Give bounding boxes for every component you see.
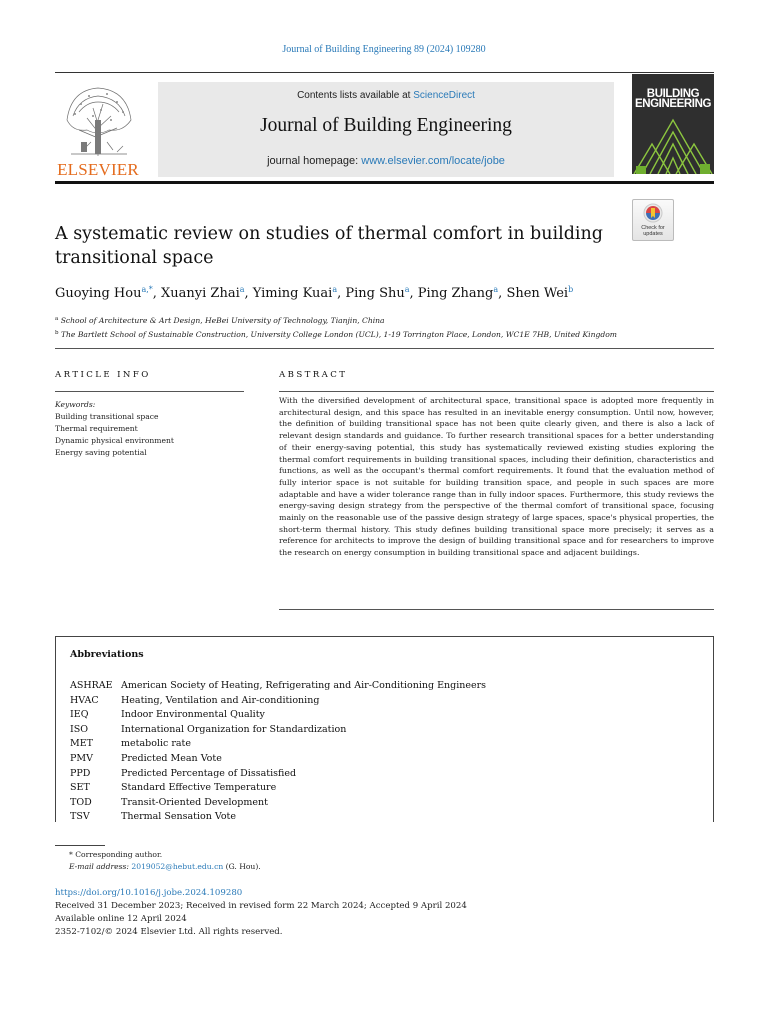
author-name[interactable]: Ping Shu bbox=[345, 286, 405, 301]
keyword-item: Energy saving potential bbox=[55, 448, 147, 457]
journal-masthead bbox=[158, 82, 614, 177]
cover-title bbox=[632, 89, 714, 109]
affiliation-text: The Bartlett School of Sustainable Construction, University College London (UCL), 1-19 Torrington Place, London, WC1E 7HB, United Kingdom bbox=[60, 330, 617, 339]
abbreviation-term: PMV bbox=[70, 752, 93, 764]
crossmark-label-2: updates bbox=[643, 231, 663, 237]
publication-info bbox=[55, 887, 715, 939]
abbreviation-row bbox=[70, 679, 690, 694]
keywords-block bbox=[55, 399, 244, 459]
journal-homepage-link[interactable]: www.elsevier.com/locate/jobe bbox=[361, 155, 505, 167]
elsevier-logo[interactable] bbox=[55, 80, 141, 180]
abbreviation-definition: Transit-Oriented Development bbox=[121, 796, 268, 808]
journal-name: Journal of Building Engineering bbox=[260, 115, 512, 136]
abbreviation-term: ASHRAE bbox=[70, 680, 113, 691]
sciencedirect-link[interactable]: ScienceDirect bbox=[413, 90, 475, 101]
abbreviation-row bbox=[70, 723, 690, 738]
keyword-item: Thermal requirement bbox=[55, 424, 138, 433]
corresponding-author-note: * Corresponding author. bbox=[69, 850, 163, 859]
abstract-text: With the diversified development of architectural space, transitional space is adopted more frequently in architectural design, and this space has resulted in an inevitable energy consumption. Until now, however, the definition of building transitional space has not been quite clearly given, and there is also a lack of relevant design standards and guidance. To further research transitional spaces for a better understanding of their energy-saving potential, this study has systematically reviewed existing studies exploring the thermal comfort requirements in building transitional spaces, including their definition, characteristics and functions, as well as the occupant's thermal comfort requirements. It found that the evaluation method of fully interior space is not suitable for building transition space, and people in such spaces are more adaptable and have a wider tolerance range than in fully indoor spaces. Furthermore, this study reviews the energy-saving design strategy from the perspective of the thermal comfort of transitional space, focusing mainly on the reasonable use of the passive design strategy of large spaces, space's physical properties, the short-term thermal history. This study defines building transitional space more precisely; it serves as a reference for architects to improve the design of building transitional space and for researchers to improve the research on energy consumption in building transitional space and adjacent buildings. bbox=[279, 396, 714, 558]
author-affiliation-mark[interactable]: a bbox=[332, 285, 338, 294]
abbreviation-term: MET bbox=[70, 738, 93, 750]
article-title: A systematic review on studies of thermal comfort in building transitional space bbox=[55, 224, 603, 268]
affiliations bbox=[55, 313, 715, 341]
author-name[interactable]: Guoying Hou bbox=[55, 286, 142, 301]
affiliation-mark: a bbox=[55, 316, 59, 322]
cover-title-line1: BUILDING bbox=[646, 88, 700, 100]
affiliation-b bbox=[55, 327, 715, 341]
abbreviations-heading: Abbreviations bbox=[70, 649, 144, 660]
homepage-line bbox=[158, 155, 614, 167]
abbreviation-row bbox=[70, 781, 690, 796]
author-name[interactable]: Xuanyi Zhai bbox=[161, 286, 240, 301]
abbreviation-definition: Indoor Environmental Quality bbox=[121, 709, 265, 721]
author-name[interactable]: Ping Zhang bbox=[417, 286, 494, 301]
cover-art-icon bbox=[632, 114, 714, 174]
footnotes bbox=[55, 849, 715, 872]
email-label: E-mail address: bbox=[69, 861, 129, 871]
divider bbox=[55, 348, 714, 349]
check-for-updates-button[interactable] bbox=[632, 199, 674, 241]
abbreviation-definition: International Organization for Standardization bbox=[121, 723, 347, 735]
author-affiliation-mark[interactable]: a bbox=[239, 285, 245, 294]
journal-header bbox=[55, 74, 714, 180]
abbreviation-row bbox=[70, 694, 690, 709]
contents-line bbox=[158, 90, 614, 101]
affiliation-text: School of Architecture & Art Design, HeBei University of Technology, Tianjin, China bbox=[60, 316, 385, 325]
copyright: 2352-7102/© 2024 Elsevier Ltd. All rights reserved. bbox=[55, 927, 283, 937]
abbreviation-definition: Standard Effective Temperature bbox=[121, 782, 277, 794]
running-head[interactable]: Journal of Building Engineering 89 (2024) 109280 bbox=[282, 44, 486, 55]
abbreviation-definition: Thermal Sensation Vote bbox=[121, 811, 236, 823]
author-affiliation-mark[interactable]: a bbox=[493, 285, 499, 294]
abbreviation-term: ISO bbox=[70, 723, 89, 735]
abbreviation-row bbox=[70, 810, 690, 825]
cover-title-line2: ENGINEERING bbox=[634, 98, 712, 110]
divider bbox=[279, 609, 714, 610]
abbreviation-term: TSV bbox=[70, 811, 90, 823]
elsevier-tree-icon bbox=[57, 80, 139, 158]
keyword-item: Dynamic physical environment bbox=[55, 436, 174, 445]
abbreviation-definition: metabolic rate bbox=[121, 738, 191, 750]
crossmark-icon bbox=[643, 203, 663, 225]
abbreviation-term: IEQ bbox=[70, 709, 89, 721]
received-dates: Received 31 December 2023; Received in revised form 22 March 2024; Accepted 9 April 2024 bbox=[55, 901, 467, 911]
abbreviations-list bbox=[70, 679, 690, 825]
abbreviations-box bbox=[55, 636, 714, 822]
author-list: Guoying Hou$^{a,*}$, Xuanyi Zhai$^a$, Yiming Kuai$^a$, Ping Shu$^a$, Ping Zhang$^a$, Shen Wei$^b$ bbox=[55, 285, 574, 301]
doi-link[interactable]: https://doi.org/10.1016/j.jobe.2024.109280 bbox=[55, 888, 243, 898]
abbreviation-term: PPD bbox=[70, 767, 91, 779]
contents-prefix: Contents lists available at bbox=[297, 90, 414, 101]
abbreviation-row bbox=[70, 767, 690, 782]
abbreviation-definition: Predicted Mean Vote bbox=[121, 752, 222, 764]
abbreviation-definition: American Society of Heating, Refrigerating and Air-Conditioning Engineers bbox=[121, 680, 487, 691]
abbreviation-row bbox=[70, 737, 690, 752]
email-suffix: (G. Hou). bbox=[225, 861, 261, 871]
abbreviation-term: TOD bbox=[70, 796, 92, 808]
journal-cover-image[interactable] bbox=[632, 74, 714, 174]
affiliation-mark: b bbox=[55, 330, 59, 336]
footnote-rule bbox=[55, 845, 105, 846]
article-info-heading: ARTICLE INFO bbox=[55, 370, 151, 380]
crossmark-label-1: Check for bbox=[641, 225, 665, 231]
abbreviation-term: HVAC bbox=[70, 694, 99, 706]
email-note bbox=[55, 861, 715, 873]
abstract-heading: ABSTRACT bbox=[279, 370, 348, 380]
header-bottom-rule bbox=[55, 181, 714, 184]
abbreviation-definition: Predicted Percentage of Dissatisfied bbox=[121, 767, 297, 779]
divider bbox=[55, 391, 244, 392]
author-affiliation-mark[interactable]: b bbox=[568, 285, 574, 294]
author-affiliation-mark[interactable]: a bbox=[404, 285, 410, 294]
abbreviation-row bbox=[70, 752, 690, 767]
header-top-rule bbox=[55, 72, 714, 73]
homepage-prefix: journal homepage: bbox=[267, 155, 362, 167]
keywords-heading: Keywords: bbox=[55, 400, 96, 409]
author-name[interactable]: Shen Wei bbox=[506, 286, 569, 301]
divider bbox=[279, 391, 714, 392]
author-name[interactable]: Yiming Kuai bbox=[252, 286, 333, 301]
abbreviation-row bbox=[70, 796, 690, 811]
keyword-item: Building transitional space bbox=[55, 412, 159, 421]
author-affiliation-mark[interactable]: a,* bbox=[141, 285, 153, 294]
abbreviation-definition: Heating, Ventilation and Air-conditioning bbox=[121, 694, 320, 706]
affiliation-a bbox=[55, 313, 715, 327]
abbreviation-row bbox=[70, 708, 690, 723]
available-online: Available online 12 April 2024 bbox=[55, 914, 187, 924]
abbreviation-term: SET bbox=[70, 782, 90, 794]
elsevier-wordmark: ELSEVIER bbox=[57, 160, 139, 179]
email-link[interactable]: 2019052@hebut.edu.cn bbox=[131, 861, 224, 871]
